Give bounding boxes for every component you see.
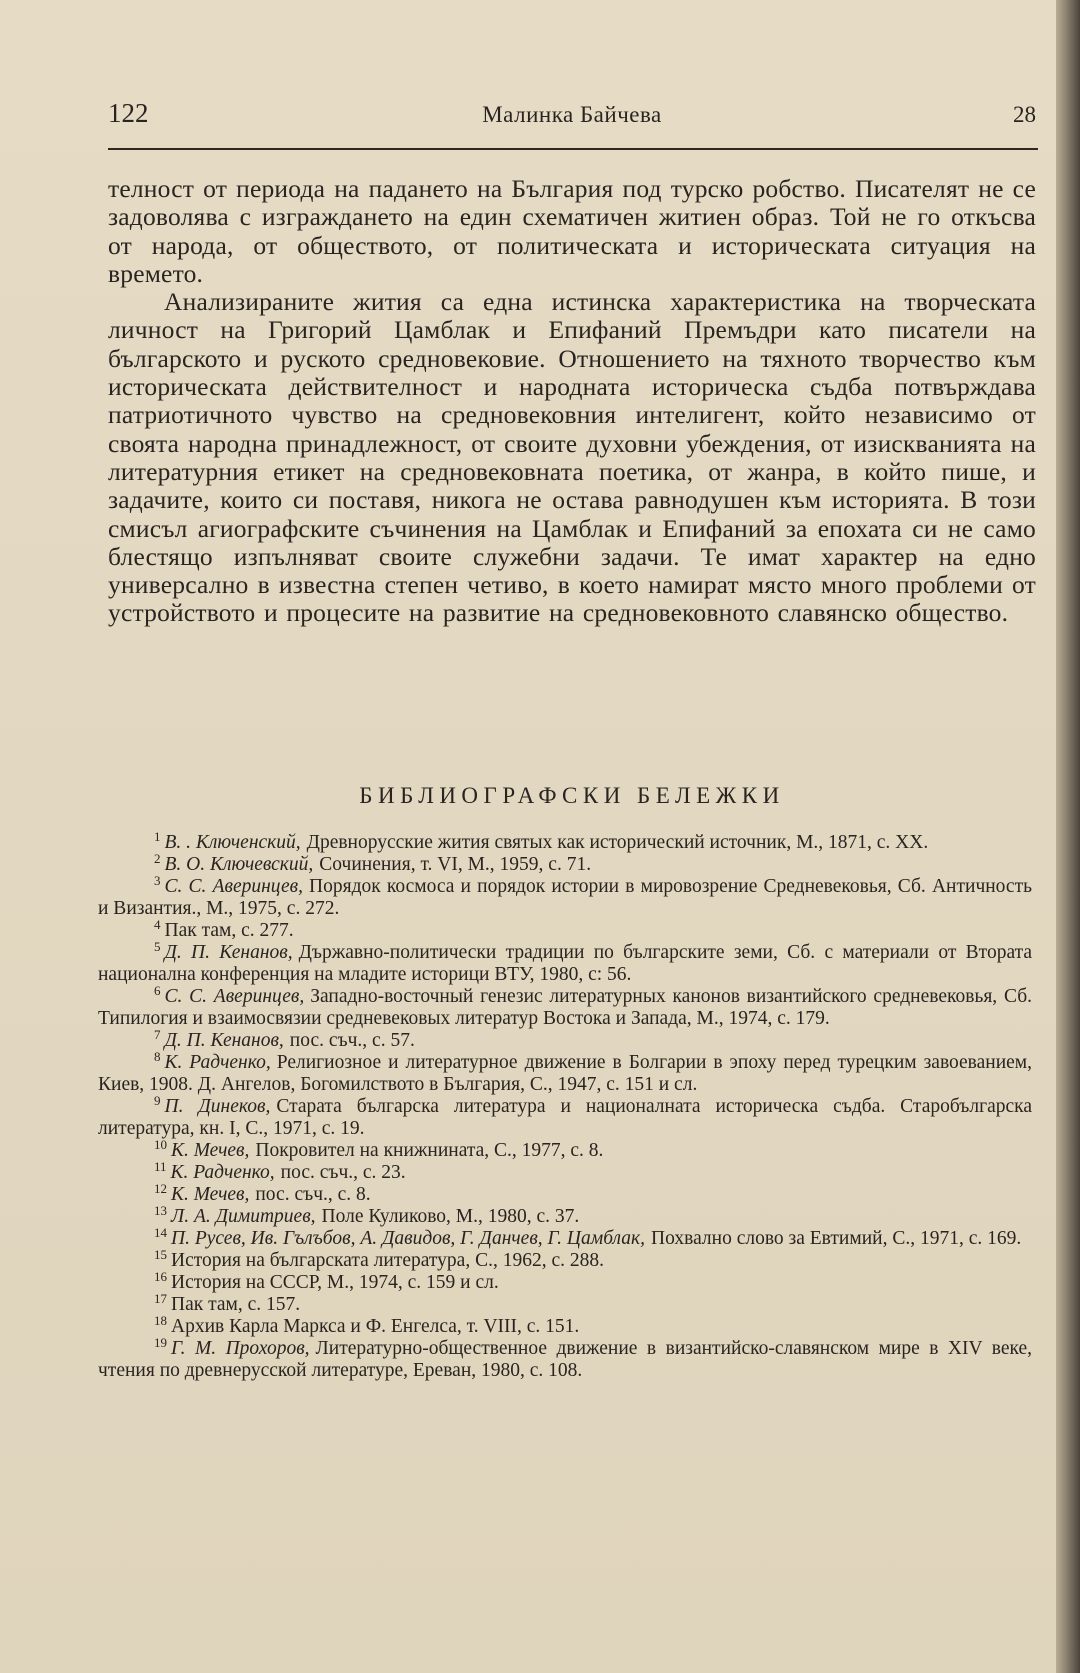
note-author: С. С. Аверинцев,: [164, 986, 305, 1007]
note-author: Л. А. Димитриев,: [171, 1206, 316, 1227]
page-number: 122: [108, 98, 149, 128]
bibliography-note: [98, 1158, 1032, 1184]
note-text: Старата българска литература и националната историческа съдба. Старобългарска литература, кн. I, С., 1971, с. 19.: [98, 1096, 1032, 1139]
bibliography-note: [98, 1312, 1032, 1338]
main-text: [108, 175, 1036, 628]
bibliography-note: [98, 916, 1032, 942]
note-author: С. С. Аверинцев,: [164, 876, 304, 897]
note-number: 16: [154, 1268, 167, 1284]
note-text: Поле Куликово, М., 1980, с. 37.: [321, 1206, 580, 1227]
note-number: 8: [154, 1048, 161, 1064]
note-author: К. Радченко,: [164, 1052, 271, 1073]
note-number: 18: [154, 1312, 167, 1328]
bibliography-note: [98, 872, 1032, 920]
note-text: Древнорусские жития святых как исторический источник, М., 1871, с. XX.: [306, 832, 929, 853]
note-author: К. Мечев,: [171, 1184, 250, 1205]
page-edge-shadow: [1056, 0, 1080, 1673]
paragraph: Анализираните жития са една истинска характеристика на творческата личност на Григорий Цамблак и Епифаний Премъдри като писатели на българското и руското средновековие. Отношението на тяхното творчество към историческата действителност и народната историческа съдба потвърждава патриотичното чувство на средновековния интелигент, който независимо от своята народна принадлежност, от своите духовни убеждения, от изискванията на литературния етикет на средновековната поетика, от жанра, в който пише, и задачите, които си поставя, никога не остава равнодушен към историята. В този смисъл агиографските съчинения на Цамблак и Епифаний за епохата си не само блестящо изпълняват своите служебни задачи. Те имат характер на едно универсално в известна степен четиво, в което намират място много проблеми от устройството и процесите на развитие на средновековното славянско общество.: [108, 287, 1036, 628]
note-number: 4: [154, 916, 161, 932]
bibliography-notes: [98, 828, 1033, 1382]
bibliography-note: [98, 1202, 1032, 1228]
note-text: Пак там, с. 277.: [164, 920, 294, 941]
bibliography-note: [98, 1092, 1032, 1140]
note-number: 14: [154, 1224, 167, 1240]
note-number: 5: [154, 938, 161, 954]
note-text: Порядок космоса и порядок истории в мировозрение Средневековья, Сб. Античность и Византия., М., 1975, с. 272.: [98, 876, 1032, 919]
bibliography-heading: БИБЛИОГРАФСКИ БЕЛЕЖКИ: [359, 783, 785, 808]
note-text: Сочинения, т. VI, М., 1959, с. 71.: [319, 854, 592, 875]
note-text: Пак там, с. 157.: [171, 1294, 301, 1315]
note-number: 1: [154, 828, 161, 844]
page-header: [108, 98, 1036, 138]
note-number: 2: [154, 850, 161, 866]
note-text: пос. съч., с. 57.: [289, 1030, 415, 1051]
note-number: 3: [154, 872, 161, 888]
note-text: История на българската литература, С., 1962, с. 288.: [171, 1250, 604, 1271]
bibliography-note: [98, 828, 1032, 854]
bibliography-note: [98, 1136, 1032, 1162]
bibliography-note: [98, 1026, 1032, 1052]
bibliography-note: [98, 1246, 1032, 1272]
bibliography-note: [98, 1224, 1032, 1250]
note-author: В. О. Ключевский,: [164, 854, 314, 875]
bibliography-note: [98, 1268, 1032, 1294]
bibliography-note: [98, 982, 1032, 1030]
note-author: К. Радченко,: [170, 1162, 275, 1183]
chapter-number: 28: [1013, 102, 1036, 127]
note-text: Западно-восточный генезис литературных канонов византийского средневековья, Сб. Типилогия и взаимосвязии средневековых литератур Востока и Запада, М., 1974, с. 179.: [98, 986, 1032, 1029]
note-number: 12: [154, 1180, 167, 1196]
bibliography-note: [98, 1180, 1032, 1206]
note-author: Д. П. Кенанов,: [164, 942, 293, 963]
bibliography-note: [98, 1048, 1033, 1096]
note-text: Похвално слово за Евтимий, С., 1971, с. 169.: [651, 1228, 1022, 1249]
note-author: Д. П. Кенанов,: [164, 1030, 284, 1051]
note-text: История на СССР, М., 1974, с. 159 и сл.: [171, 1272, 499, 1293]
note-text: Архив Карла Маркса и Ф. Енгелса, т. VIII, с. 151.: [171, 1316, 580, 1337]
bibliography-note: [98, 1290, 1032, 1316]
note-author: К. Мечев,: [171, 1140, 250, 1161]
note-text: Литературно-общественное движение в византийско-славянском мире в XIV веке, чтения по древнерусской литературе, Ереван, 1980, с. 108.: [98, 1338, 1032, 1381]
note-text: пос. съч., с. 23.: [280, 1162, 406, 1183]
note-text: Покровител на книжнината, С., 1977, с. 8.: [255, 1140, 604, 1161]
bibliography-note: [98, 938, 1033, 986]
note-number: 13: [154, 1202, 167, 1218]
note-author: В. . Ключенский,: [164, 832, 301, 853]
note-text: Религиозное и литературное движение в Болгарии в эпоху перед турецким завоеванием, Киев, 1908. Д. Ангелов, Богомилството в България, С., 1947, с. 151 и сл.: [98, 1052, 1033, 1095]
paragraph: телност от периода на падането на България под турско робство. Писателят не се задоволява с изграждането на един схематичен житиен образ. Той не го откъсва от народа, от обществото, от политическата и историческата ситуация на времето.: [108, 174, 1036, 288]
note-number: 9: [154, 1092, 161, 1108]
note-number: 11: [154, 1158, 167, 1174]
running-title: Малинка Байчева: [482, 102, 662, 127]
note-author: П. Динеков,: [164, 1096, 271, 1117]
note-author: Г. М. Прохоров,: [171, 1338, 310, 1359]
note-number: 10: [154, 1136, 167, 1152]
bibliography-note: [98, 1334, 1032, 1382]
note-number: 6: [154, 982, 161, 998]
note-number: 17: [154, 1290, 167, 1306]
note-number: 15: [154, 1246, 167, 1262]
note-author: П. Русев, Ив. Гълъбов, А. Давидов, Г. Данчев, Г. Цамблак,: [171, 1228, 646, 1249]
bibliography-note: [98, 850, 1032, 876]
header-rule: [108, 148, 1038, 150]
note-number: 19: [154, 1334, 167, 1350]
note-text: Държавно-политически традиции по българските земи, Сб. с материали от Втората национална конференция на младите историци ВТУ, 1980, с: 56.: [98, 942, 1033, 985]
note-text: пос. съч., с. 8.: [255, 1184, 371, 1205]
note-number: 7: [154, 1026, 161, 1042]
